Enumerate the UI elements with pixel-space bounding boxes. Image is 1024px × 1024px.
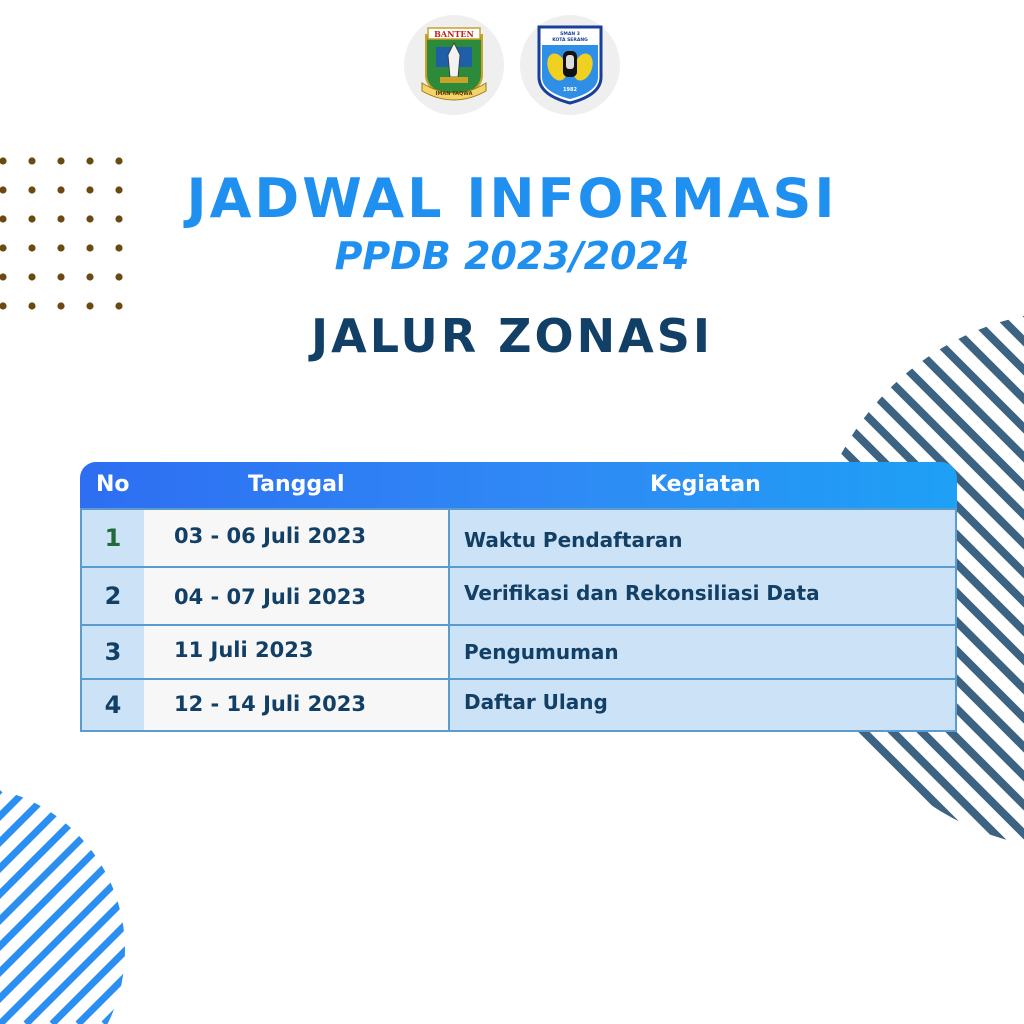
row-activity-cell — [450, 626, 955, 678]
row-date: 03 - 06 Juli 2023 — [174, 524, 367, 548]
table-header — [80, 462, 957, 508]
table-row — [82, 568, 955, 624]
row-date: 12 - 14 Juli 2023 — [174, 692, 367, 716]
row-date: 04 - 07 Juli 2023 — [174, 585, 367, 609]
row-date-cell — [144, 568, 450, 624]
svg-text:SMAN 3: SMAN 3 — [560, 32, 580, 37]
decorative-dot — [115, 302, 122, 309]
decorative-dot — [28, 157, 35, 164]
row-number: 3 — [104, 638, 122, 666]
decorative-dot — [86, 157, 93, 164]
page-title: JADWAL INFORMASI — [186, 167, 838, 230]
row-date-cell — [144, 626, 450, 678]
section-title: JALUR ZONASI — [311, 309, 713, 363]
row-activity: Waktu Pendaftaran — [464, 528, 683, 552]
table-row — [82, 626, 955, 678]
row-activity: Pengumuman — [464, 640, 619, 664]
row-activity-cell — [450, 680, 955, 730]
header-no: No — [96, 472, 130, 497]
row-activity: Daftar Ulang — [464, 690, 608, 714]
row-activity-cell — [450, 568, 955, 624]
row-number: 1 — [104, 524, 122, 552]
school-logo — [520, 15, 620, 115]
banten-logo-top-text: BANTEN — [434, 29, 474, 39]
banten-logo-motto-text: IMAN TAQWA — [435, 91, 473, 97]
table-row — [82, 510, 955, 566]
decorative-dot — [115, 157, 122, 164]
decorative-dot — [57, 157, 64, 164]
row-date: 11 Juli 2023 — [174, 638, 314, 662]
page-subtitle: PPDB 2023/2024 — [334, 234, 690, 278]
banten-emblem-icon — [418, 25, 490, 105]
row-number: 2 — [104, 582, 122, 610]
decorative-dot — [86, 302, 93, 309]
row-activity: Verifikasi dan Rekonsiliasi Data — [464, 581, 820, 605]
row-number: 4 — [104, 691, 122, 719]
header-activity: Kegiatan — [650, 472, 761, 497]
table-row — [82, 680, 955, 730]
row-date-cell — [144, 510, 450, 566]
decorative-dot — [0, 157, 7, 164]
school-emblem-icon — [535, 23, 605, 107]
decorative-dot — [57, 302, 64, 309]
row-date-cell — [144, 680, 450, 730]
row-activity-cell — [450, 510, 955, 566]
svg-text:KOTA SERANG: KOTA SERANG — [552, 38, 588, 43]
schedule-table — [80, 462, 957, 732]
stripes-left-decoration — [0, 790, 130, 1024]
decorative-dot — [0, 302, 7, 309]
school-logo-year: 1982 — [563, 87, 577, 93]
banten-logo — [404, 15, 504, 115]
table-body — [80, 508, 957, 732]
header-date: Tanggal — [248, 472, 345, 497]
decorative-dot — [28, 302, 35, 309]
